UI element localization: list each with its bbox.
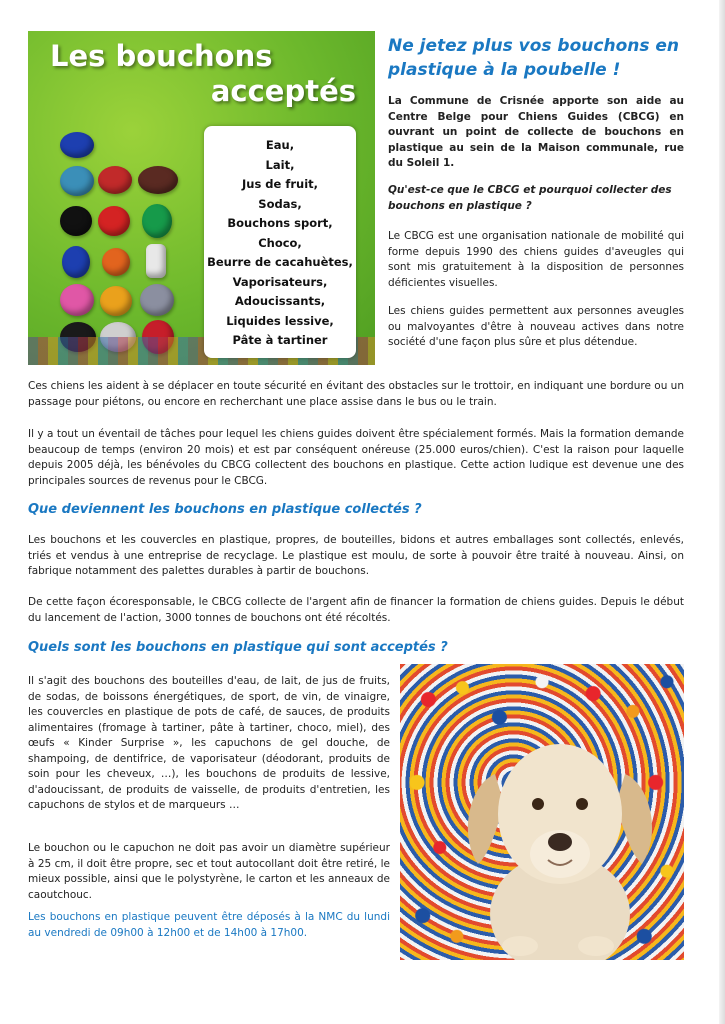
heading-collected: Que deviennent les bouchons en plastique collectés ? [28,502,422,517]
accepted-list-item: Bouchons sport, [227,216,333,230]
cbcg-paragraph: Le CBCG est une organisation nationale de mobilité qui forme depuis 1990 des chiens guides d'aveugles qui sont mis gratuitement à la disposition de personnes déficientes visuelles. [388,230,684,289]
recycle-paragraph: Les bouchons et les couvercles en plastique, propres, de bouteilles, bidons et autres emballages sont collectés, enlevés, triés et vendus à une entreprise de recyclage. Le plastique est moulu, de sorte à pouvoir être traité à nouveau. Ainsi, on fabrique notamment des palettes durables à partir de bouchons. [28,534,684,577]
conditions-paragraph: Le bouchon ou le capuchon ne doit pas avoir un diamètre supérieur à 25 cm, il doit être propre, sec et tout autocollant doit être retiré, le mieux possible, ainsi que le polystyrène, le carton et les anneaux de caoutchouc. [28,842,390,901]
help-paragraph: Ces chiens les aident à se déplacer en toute sécurité en évitant des obstacles sur le trottoir, en indiquant une bordure ou un passage pour piétons, ou encore en recherchant une place assise dans le bus ou le train. [28,380,684,408]
cap-icon [146,244,166,278]
cap-icon [60,284,94,316]
accepted-list-item: Adoucissants, [234,294,326,308]
cap-icon [100,286,132,316]
cap-icon [102,248,130,276]
eco-paragraph: De cette façon écoresponsable, le CBCG collecte de l'argent afin de financer la formation de chiens guides. Depuis le début du lancement de l'action, 3000 tonnes de bouchons ont été récoltés. [28,596,684,624]
cbcg-question: Qu'est-ce que le CBCG et pourquoi collecter des bouchons en plastique ? [388,184,672,212]
accepted-list-item: Jus de fruit, [241,177,319,191]
headline: Ne jetez plus vos bouchons en plastique à la poubelle ! [388,36,680,80]
accepted-list-item: Pâte à tartiner [232,333,328,347]
poster-title-line2: acceptés [210,74,356,108]
accepted-list-item: Beurre de cacahuètes, [207,255,353,269]
cap-icon [98,206,130,236]
dog-on-caps-photo [400,664,684,960]
cap-icon [60,166,94,196]
cap-icon [138,166,178,194]
dropoff-paragraph: Les bouchons en plastique peuvent être déposés à la NMC du lundi au vendredi de 09h00 à 12h00 et de 14h00 à 17h00. [28,911,390,939]
accepted-list-item: Eau, [265,138,295,152]
accepted-list-item: Choco, [258,235,302,250]
heading-accepted: Quels sont les bouchons en plastique qui sont acceptés ? [28,640,448,655]
intro-paragraph: La Commune de Crisnée apporte son aide au Centre Belge pour Chiens Guides (CBCG) en ouvrant un point de collecte de bouchons en plastique au sein de la Maison communale, rue du Soleil 1. [388,95,684,169]
accepted-list-card [204,126,356,358]
cap-icon [62,246,90,278]
accepted-list-item: Lait, [265,157,295,172]
accepted-list-item: Sodas, [258,196,302,211]
cap-icon [98,166,132,194]
cap-icon [142,204,172,238]
cap-icon [60,206,92,236]
bottle-caps-illustration [58,126,206,356]
accepted-list-item: Liquides lessive, [226,313,334,328]
labrador-puppy-icon [400,664,684,960]
poster-title-line1: Les bouchons [50,39,273,73]
training-paragraph: Il y a tout un éventail de tâches pour lequel les chiens guides doivent être spécialement formés. Mais la formation demande beaucoup de temps (environ 20 mois) et est par conséquent onéreuse (25.000 euros/chien). C'est la raison pour laquelle depuis 2005 déjà, les bénévoles du CBCG collectent des bouchons en plastique. Cette action ludique est devenue une des principales sources de revenus pour le CBCG. [28,428,684,487]
cap-icon [140,284,174,316]
cap-icon [60,132,94,158]
guides-paragraph: Les chiens guides permettent aux personnes aveugles ou malvoyantes d'être à nouveau actives dans notre société d'une façon plus sûre et plus détendue. [388,305,684,348]
accepted-paragraph: Il s'agit des bouchons des bouteilles d'eau, de lait, de jus de fruits, de sodas, de boissons énergétiques, de sport, de vin, de vinaigre, les couvercles en plastique de pots de café, de sauces, de produits alimentaires (fromage à tartiner, pâte à tartiner, choco, miel), des œufs « Kinder Surprise », les capuchons de gel douche, de shampoing, de dentifrice, de vaporisateur (déodorant, produits de soin pour les cheveux, …), les bouchons de produits de lessive, d'adoucissant, de produits de vaisselle, de produits d'entretien, les capuchons de stylos et de marqueurs … [28,675,390,811]
page-edge [719,0,725,1024]
poster-title [50,39,370,109]
accepted-list-item: Vaporisateurs, [232,274,328,289]
accepted-list [204,126,356,351]
accepted-caps-poster [28,31,375,365]
